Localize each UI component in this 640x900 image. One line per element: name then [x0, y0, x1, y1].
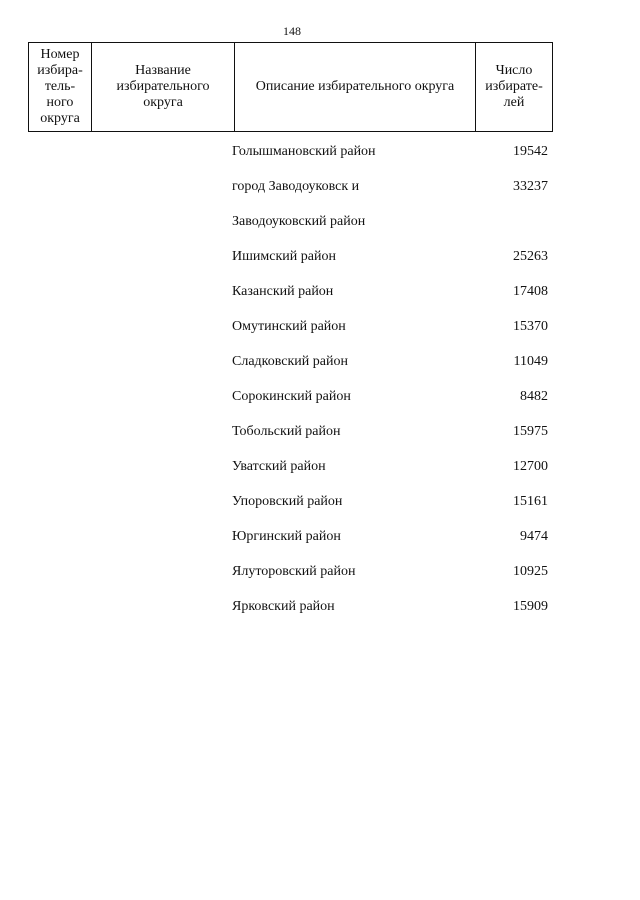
- table-row: [232, 423, 548, 458]
- district-rows: [232, 143, 548, 633]
- table-row: [232, 493, 548, 528]
- row-description: Голышмановский район: [232, 144, 376, 159]
- table-row: [232, 458, 548, 493]
- table-row: [232, 248, 548, 283]
- row-voter-count: 10925: [513, 564, 548, 579]
- header-line: лей: [503, 95, 525, 110]
- row-description: Ялуторовский район: [232, 564, 356, 579]
- header-district-number: [29, 43, 92, 132]
- row-voter-count: 8482: [520, 389, 548, 404]
- row-description: Юргинский район: [232, 529, 341, 544]
- row-voter-count: 9474: [520, 529, 548, 544]
- row-voter-count: 15909: [513, 599, 548, 614]
- row-description: город Заводоуковск и: [232, 179, 360, 194]
- table-row: [232, 213, 548, 248]
- header-district-description: [235, 43, 476, 132]
- header-district-name: [92, 43, 235, 132]
- row-voter-count: 11049: [513, 354, 548, 369]
- table-row: [232, 318, 548, 353]
- row-voter-count: 12700: [513, 459, 548, 474]
- table-row: [232, 598, 548, 633]
- row-description: Тобольский район: [232, 424, 341, 439]
- row-voter-count: 19542: [513, 144, 548, 159]
- row-voter-count: 15370: [513, 319, 548, 334]
- row-voter-count: 33237: [513, 179, 548, 194]
- row-description: Упоровский район: [232, 494, 343, 509]
- header-line: ного: [46, 95, 74, 110]
- table-row: [232, 283, 548, 318]
- row-description: Уватский район: [232, 459, 326, 474]
- table-row: [232, 353, 548, 388]
- row-description: Заводоуковский район: [232, 214, 366, 229]
- table-row: [232, 178, 548, 213]
- row-voter-count: 17408: [513, 284, 548, 299]
- district-table-header: [28, 42, 553, 132]
- table-row: [232, 528, 548, 563]
- table-row: [232, 388, 548, 423]
- row-description: Ярковский район: [232, 599, 335, 614]
- header-line: округа: [40, 111, 80, 126]
- table-row: [232, 143, 548, 178]
- header-line: Номер: [40, 47, 80, 62]
- table-row: [232, 563, 548, 598]
- header-line: Название: [135, 63, 191, 78]
- header-voter-count: [476, 43, 553, 132]
- header-line: избирательного: [116, 79, 210, 94]
- row-voter-count: 15161: [513, 494, 548, 509]
- header-line: округа: [143, 95, 183, 110]
- header-line: избира-: [37, 63, 83, 78]
- header-line: Число: [495, 63, 533, 78]
- row-description: Омутинский район: [232, 319, 346, 334]
- row-description: Казанский район: [232, 284, 334, 299]
- row-description: Сорокинский район: [232, 389, 351, 404]
- row-description: Ишимский район: [232, 249, 336, 264]
- row-voter-count: 25263: [513, 249, 548, 264]
- header-line: избирате-: [485, 79, 543, 94]
- page-number: 148: [283, 24, 301, 38]
- row-description: Сладковский район: [232, 354, 348, 369]
- header-line: тель-: [44, 79, 76, 94]
- row-voter-count: 15975: [513, 424, 548, 439]
- header-line: Описание избирательного округа: [255, 79, 455, 94]
